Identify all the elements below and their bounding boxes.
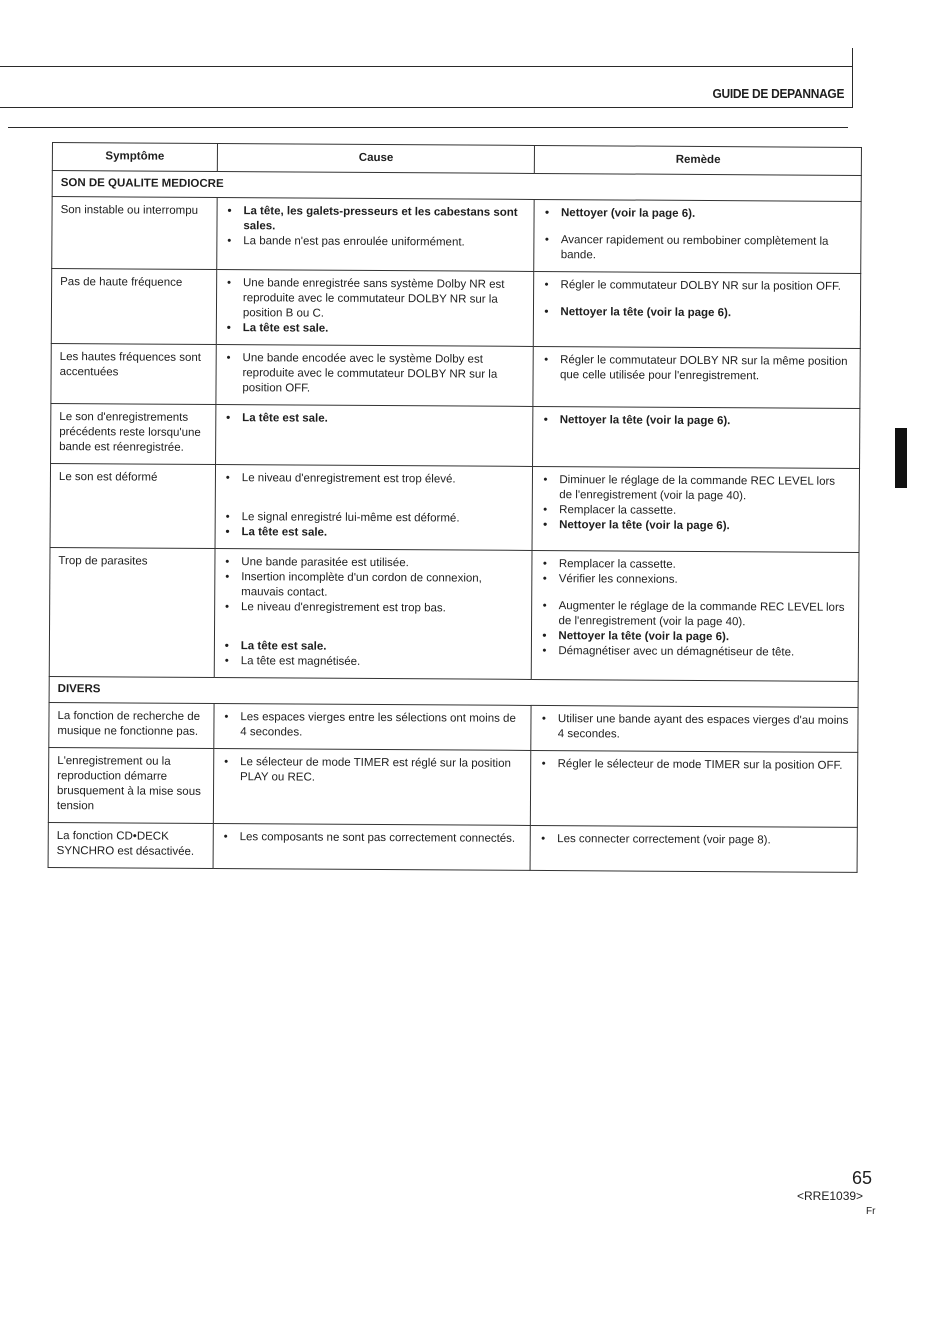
remedy-item: • Utiliser une bande ayant des espaces vierges d'au moins 4 secondes. — [540, 712, 850, 744]
table-row — [50, 463, 859, 552]
cause-cell — [214, 549, 532, 680]
remedy-item: • Nettoyer la tête (voir la page 6). — [542, 305, 852, 322]
remedy-cell — [534, 199, 861, 273]
top-rule — [0, 66, 853, 67]
cause-list — [222, 830, 523, 847]
header-remedy: Remède — [535, 145, 862, 175]
cause-cell — [215, 465, 533, 551]
cause-list — [223, 555, 524, 671]
remedy-item: • Nettoyer la tête (voir la page 6). — [542, 413, 852, 430]
header-vertical-rule — [852, 48, 853, 108]
table-row — [51, 269, 860, 349]
symptom-cell: Son instable ou interrompu — [52, 197, 217, 270]
remedy-list — [540, 557, 850, 661]
header-underline — [8, 127, 848, 128]
cause-list — [222, 710, 523, 742]
cause-item: • La tête est sale. — [225, 321, 526, 338]
remedy-list — [541, 473, 851, 535]
remedy-cell — [532, 466, 859, 552]
cause-item: • Les composants ne sont pas correctement connectés. — [222, 830, 523, 847]
table-row — [52, 197, 861, 274]
remedy-item: • Régler le commutateur DOLBY NR sur la position OFF. — [543, 278, 853, 295]
section-title: SON DE QUALITE MEDIOCRE — [52, 171, 861, 202]
cause-item: • La tête est sale. — [224, 411, 525, 428]
symptom-cell: Pas de haute fréquence — [51, 269, 216, 345]
remedy-item: • Régler le commutateur DOLBY NR sur la même position que celle utilisée pour l'enregistrement. — [542, 353, 852, 385]
cause-cell — [213, 748, 531, 825]
remedy-item: • Avancer rapidement ou rembobiner complètement la bande. — [543, 233, 853, 265]
cause-list — [223, 471, 524, 542]
remedy-cell — [531, 750, 858, 827]
remedy-item: • Les connecter correctement (voir page 8). — [539, 832, 849, 849]
cause-list — [224, 351, 525, 398]
cause-cell — [217, 198, 535, 272]
remedy-cell — [533, 406, 860, 468]
header-symptom: Symptôme — [52, 143, 217, 172]
cause-item: • La bande n'est pas enroulée uniformément. — [225, 234, 526, 251]
remedy-list — [542, 278, 852, 322]
remedy-cell — [530, 825, 857, 872]
remedy-item: • Nettoyer la tête (voir la page 6). — [541, 518, 851, 535]
cause-list — [224, 411, 525, 428]
remedy-list — [539, 832, 849, 849]
cause-item: • Le sélecteur de mode TIMER est réglé sur la position PLAY ou REC. — [222, 755, 523, 787]
cause-item: • Une bande parasitée est utilisée. — [223, 555, 524, 572]
remedy-item: • Diminuer le réglage de la commande REC LEVEL lors de l'enregistrement (voir la page 40). — [541, 473, 851, 505]
symptom-cell: Le son d'enregistrements précédents reste lorsqu'une bande est réenregistrée. — [51, 403, 216, 464]
cause-item: • Une bande enregistrée sans système Dolby NR est reproduite avec le commutateur DOLBY NR sur la position B ou C. — [225, 276, 526, 323]
cause-list — [225, 276, 526, 338]
remedy-item: • Nettoyer la tête (voir la page 6). — [540, 629, 850, 646]
page-number: 65 — [852, 1168, 873, 1188]
cause-item: • La tête est sale. — [223, 639, 524, 656]
table-row — [48, 822, 857, 872]
remedy-list — [540, 757, 850, 774]
cause-cell — [213, 823, 531, 870]
cause-list — [225, 204, 526, 251]
cause-cell — [215, 405, 533, 467]
symptom-cell: L'enregistrement ou la reproduction démarre brusquement à la mise sous tension — [48, 747, 213, 823]
table-row — [48, 747, 857, 827]
remedy-item: • Régler le sélecteur de mode TIMER sur la position OFF. — [540, 757, 850, 774]
cause-item: • La tête est magnétisée. — [223, 654, 524, 671]
remedy-list — [542, 353, 852, 385]
symptom-cell: Les hautes fréquences sont accentuées — [51, 343, 216, 404]
page-header-title: GUIDE DE DEPANNAGE — [712, 86, 844, 101]
language-code: Fr — [866, 1206, 876, 1217]
remedy-item: • Remplacer la cassette. — [541, 503, 851, 520]
cause-item: • Le niveau d'enregistrement est trop bas. — [223, 600, 524, 617]
symptom-cell: La fonction de recherche de musique ne fonctionne pas. — [49, 702, 214, 748]
section-title: DIVERS — [49, 676, 858, 707]
remedy-list — [540, 712, 850, 744]
table-row — [51, 403, 860, 468]
remedy-item: • Vérifier les connexions. — [541, 572, 851, 589]
cause-cell — [216, 345, 534, 407]
cause-item: • La tête, les galets-presseurs et les cabestans sont sales. — [225, 204, 526, 236]
cause-list — [222, 755, 523, 787]
remedy-item: • Augmenter le réglage de la commande REC LEVEL lors de l'enregistrement (voir la page 40). — [540, 599, 850, 631]
cause-item: • Le signal enregistré lui-même est déformé. — [224, 510, 525, 527]
remedy-cell — [531, 705, 858, 752]
remedy-item: • Démagnétiser avec un démagnétiseur de tête. — [540, 644, 850, 661]
symptom-cell: Trop de parasites — [49, 547, 215, 677]
table-row — [51, 343, 860, 408]
remedy-list — [542, 413, 852, 430]
remedy-cell — [534, 271, 861, 348]
remedy-cell — [533, 346, 860, 408]
troubleshooting-table — [48, 142, 862, 873]
cause-cell — [214, 703, 532, 750]
remedy-item: • Remplacer la cassette. — [541, 557, 851, 574]
cause-item: • Les espaces vierges entre les sélections ont moins de 4 secondes. — [222, 710, 523, 742]
remedy-item: • Nettoyer (voir la page 6). — [543, 206, 853, 223]
header-bottom-rule — [0, 107, 853, 108]
section-tab-marker — [895, 428, 907, 488]
table-row — [49, 702, 858, 752]
table-row — [49, 547, 859, 681]
cause-item: • La tête est sale. — [223, 525, 524, 542]
symptom-cell: La fonction CD•DECK SYNCHRO est désactivée. — [48, 822, 213, 868]
cause-item: • Insertion incomplète d'un cordon de connexion, mauvais contact. — [223, 570, 524, 602]
cause-item: • Le niveau d'enregistrement est trop élevé. — [224, 471, 525, 488]
header-cause: Cause — [217, 144, 535, 174]
cause-cell — [216, 270, 534, 347]
document-code: <RRE1039> — [797, 1189, 864, 1203]
remedy-cell — [532, 550, 859, 681]
cause-item: • Une bande encodée avec le système Dolby est reproduite avec le commutateur DOLBY NR sur la position OFF. — [224, 351, 525, 398]
remedy-list — [543, 206, 853, 265]
symptom-cell: Le son est déformé — [50, 463, 215, 548]
table-body — [48, 171, 861, 873]
